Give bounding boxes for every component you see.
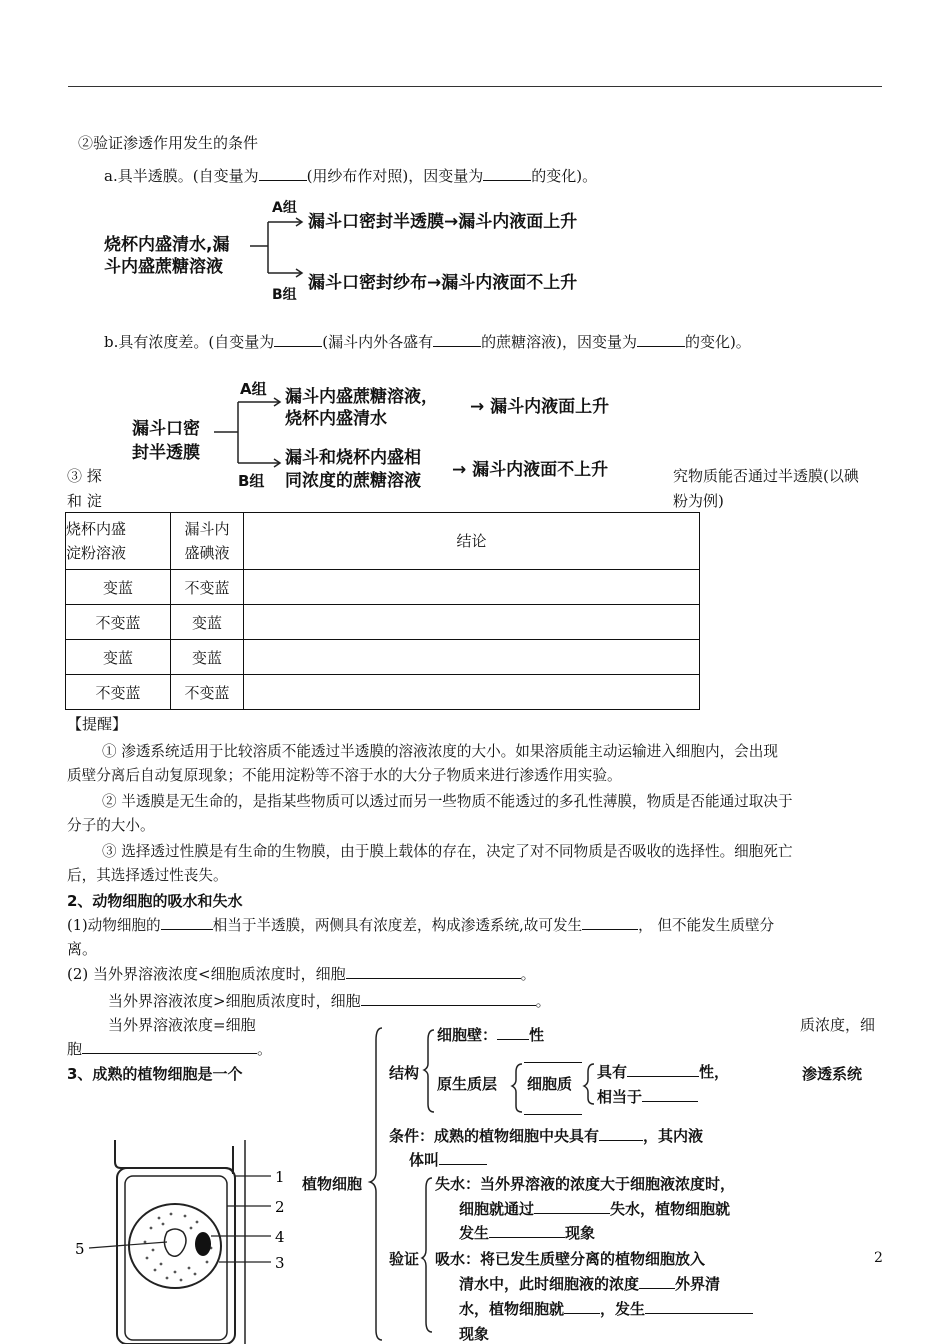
- tips-title: 【提醒】: [67, 715, 128, 733]
- line-a-semipermeable: a.具半透膜。(自变量为 (用纱布作对照)，因变量为 的变化)。: [104, 167, 598, 185]
- section-title-conditions: ②验证渗透作用发生的条件: [78, 134, 259, 152]
- cell-label: 3: [275, 1254, 285, 1272]
- table-row: 不变蓝 变蓝: [66, 605, 700, 640]
- cell-label: 5: [75, 1240, 85, 1258]
- header-conclusion: 结论: [244, 513, 700, 570]
- cell-label: 1: [275, 1168, 285, 1186]
- page-number: 2: [874, 1250, 883, 1266]
- plant-cell-diagram: [75, 1140, 295, 1344]
- cell-label: 4: [275, 1228, 285, 1246]
- animal-section-title: 2、动物细胞的吸水和失水: [67, 892, 243, 910]
- header-funnel: 漏斗内 盛碘液: [171, 513, 244, 570]
- table-row: 变蓝 不变蓝: [66, 570, 700, 605]
- header-beaker: 烧杯内盛 淀粉溶液: [66, 513, 171, 570]
- line-b-concentration: b.具有浓度差。(自变量为 (漏斗内外各盛有 的蔗糖溶液)，因变量为 的变化)。: [104, 333, 751, 351]
- table-row: 变蓝 变蓝: [66, 640, 700, 675]
- cell-label: 2: [275, 1198, 285, 1216]
- table-row: 不变蓝 不变蓝: [66, 675, 700, 710]
- osmotic-system-label: 渗透系统: [802, 1065, 863, 1083]
- plant-section-title: 3、成熟的植物细胞是一个: [67, 1065, 243, 1083]
